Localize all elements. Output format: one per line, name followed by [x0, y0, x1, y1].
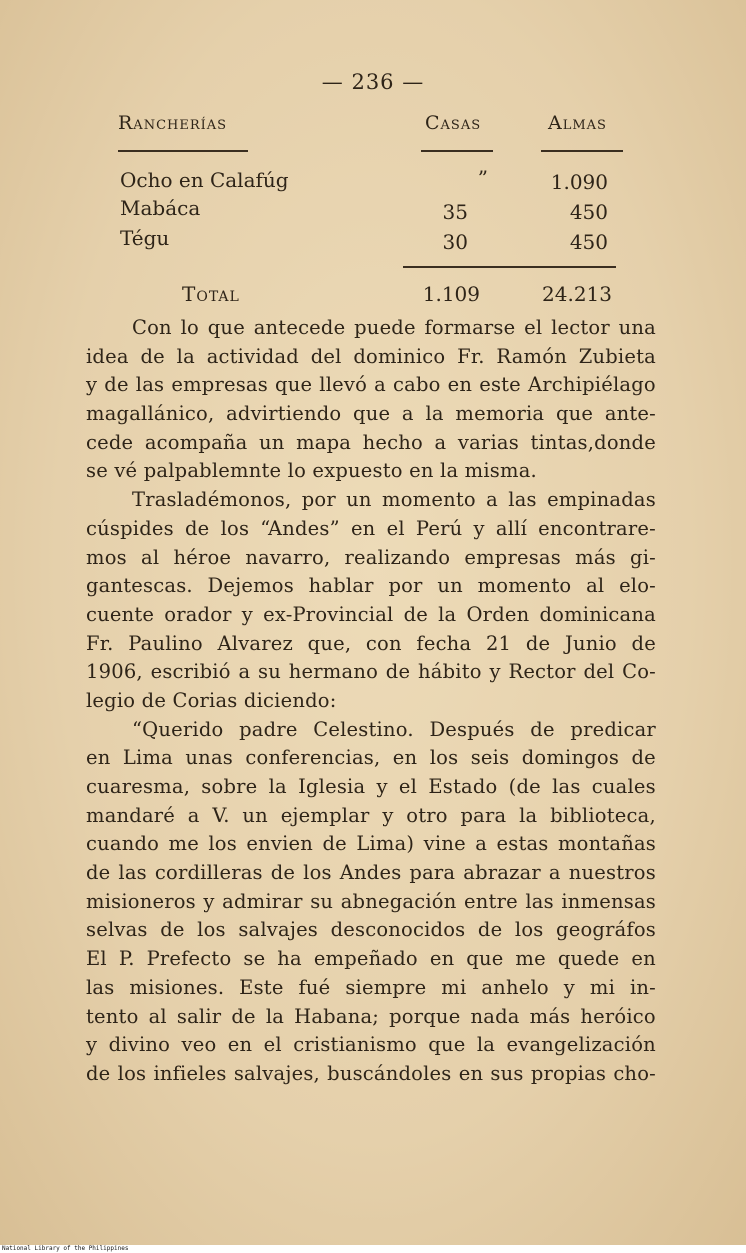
word: idea [86, 344, 129, 368]
word: en [429, 947, 455, 971]
word: los [514, 918, 544, 942]
total-rule [403, 266, 616, 268]
text-line [86, 429, 656, 458]
word: los [429, 746, 459, 770]
text-line [86, 1031, 656, 1060]
text-line [86, 601, 656, 630]
word: cabo [393, 373, 441, 397]
word: hábito [418, 660, 482, 684]
word: hablar [308, 574, 374, 598]
word: y [376, 775, 388, 798]
text-line [86, 371, 656, 400]
word: fué [298, 975, 331, 999]
word: las [525, 889, 554, 913]
word: orador [164, 602, 232, 626]
word: del [583, 660, 615, 684]
word: el [524, 316, 543, 339]
total-almas: 24.213 [542, 282, 612, 306]
word: de [631, 746, 656, 770]
page-number: — 236 — [321, 70, 425, 94]
word: mi [441, 975, 467, 999]
word: encontrare- [538, 516, 656, 540]
word: lo [180, 316, 199, 339]
word: cúspides [86, 516, 174, 540]
text-line [86, 630, 656, 659]
word: “Querido [132, 717, 224, 741]
word: inmensas [561, 889, 656, 913]
word: en [458, 1061, 484, 1085]
word: a [187, 803, 200, 827]
word: más [529, 1004, 571, 1028]
header-almas: Almas [548, 112, 607, 134]
word: allí [495, 516, 528, 540]
text-line [86, 572, 656, 601]
word: Rector [508, 660, 576, 684]
word: de [104, 373, 129, 397]
word: y [203, 889, 215, 913]
word: buscándoles [327, 1061, 452, 1085]
word: predicar [570, 717, 656, 741]
word: que [466, 947, 504, 971]
word: Celestino. [313, 717, 414, 741]
word: en [227, 1033, 253, 1057]
word: empresas [464, 545, 561, 569]
word: seis [470, 746, 510, 770]
word: del [310, 344, 342, 368]
total-casas: 1.109 [422, 282, 480, 306]
word: nada [470, 1004, 520, 1028]
word: V. [212, 803, 230, 827]
word: a [434, 430, 447, 454]
word: y [382, 803, 394, 827]
word: cuaresma, [86, 775, 191, 798]
word: héroe [173, 545, 232, 569]
text-line [86, 744, 656, 773]
word: salvajes [238, 918, 319, 942]
word: “Andes” [260, 516, 340, 540]
text-line [86, 802, 656, 831]
word: cho- [613, 1061, 656, 1085]
table-row-casas: 35 [442, 200, 468, 224]
word: unas [185, 746, 233, 770]
word: padre [239, 717, 298, 741]
word: Este [239, 975, 284, 999]
word: P. [118, 947, 135, 971]
word: vine [423, 832, 466, 856]
word: gantescas. [86, 574, 193, 598]
word: a [475, 832, 488, 856]
word: en [350, 516, 376, 540]
word: advirtiendo [226, 402, 342, 426]
word: las [508, 488, 537, 512]
word: mandaré [86, 803, 176, 827]
text-line [86, 400, 656, 429]
word: llevó [319, 373, 368, 397]
word: que [353, 402, 391, 426]
word: Archipiélago [528, 373, 656, 397]
word: lector [551, 316, 610, 339]
word: cuente [86, 602, 155, 626]
word: salir [176, 1004, 222, 1028]
text-line [86, 773, 656, 802]
word: fecha [416, 631, 472, 655]
word: momento [477, 574, 572, 598]
word: me [515, 947, 546, 971]
total-label: Total [182, 282, 240, 306]
word: las [552, 775, 581, 798]
word: que, [307, 631, 352, 655]
word: de [525, 631, 551, 655]
word: entre [464, 889, 518, 913]
word: cordilleras [154, 861, 263, 885]
word: Dejemos [207, 574, 294, 598]
word: Paulino [128, 631, 203, 655]
word: Ramón [496, 344, 567, 368]
word: tintas,donde [530, 430, 656, 454]
text-line [86, 859, 656, 888]
word: Trasladémonos, [132, 488, 292, 512]
word: de [160, 918, 185, 942]
word: anhelo [481, 975, 549, 999]
word: admirar [222, 889, 303, 913]
word: la [265, 1004, 285, 1028]
word: ex-Provincial [263, 602, 394, 626]
table-row-name: Mabáca [120, 196, 201, 220]
word: cuando [86, 832, 160, 856]
word: en [447, 373, 473, 397]
word: gi- [630, 545, 656, 569]
word: escribió [150, 660, 231, 684]
word: de [631, 631, 656, 655]
word: de [184, 516, 210, 540]
text-line: se vé palpablemnte lo expuesto en la misma. [86, 459, 537, 483]
header-rule-casas [421, 150, 493, 152]
word: divino [108, 1033, 171, 1057]
word: un [259, 430, 285, 454]
word: antecede [253, 316, 346, 339]
word: los [220, 516, 250, 540]
header-casas: Casas [425, 112, 482, 134]
header-rancherias: Rancherías [118, 112, 228, 134]
word: sus [490, 1061, 524, 1085]
word: tento [86, 1004, 139, 1028]
word: su [310, 889, 334, 913]
word: el [263, 1033, 282, 1057]
word: envien [246, 832, 314, 856]
word: por [301, 488, 336, 512]
word: la [176, 344, 195, 368]
body-text [86, 314, 656, 1089]
word: misioneros [86, 889, 196, 913]
word: su [258, 660, 282, 684]
word: geográfos [556, 918, 656, 942]
word: a [374, 373, 386, 397]
word: puede [354, 316, 416, 339]
text-line [86, 515, 656, 544]
word: Orden [466, 602, 530, 626]
text-line [86, 1060, 656, 1089]
word: 1906, [86, 660, 143, 684]
word: El [86, 947, 107, 971]
word: de [477, 918, 503, 942]
word: realizando [344, 545, 451, 569]
table-row-name: Ocho en Calafúg [120, 168, 289, 192]
word: momento [382, 488, 476, 512]
word: biblioteca, [550, 803, 656, 827]
word: un [242, 803, 268, 827]
word: infieles [153, 1061, 227, 1085]
word: ha [277, 947, 302, 971]
word: el [398, 775, 418, 798]
word: la [425, 402, 444, 426]
word: Fr. [457, 344, 485, 368]
word: Fr. [86, 631, 114, 655]
word: misiones. [129, 975, 225, 999]
word: de [86, 861, 111, 885]
word: se [243, 947, 266, 971]
text-line [86, 945, 656, 974]
word: Co- [622, 660, 656, 684]
word: en [631, 947, 656, 971]
table-row-almas: 1.090 [550, 170, 608, 194]
word: magallánico, [86, 402, 215, 426]
word: quede [557, 947, 620, 971]
text-line [86, 658, 656, 687]
word: cuales [591, 775, 656, 798]
word: de [530, 717, 555, 741]
word: Después [429, 717, 515, 741]
word: en [86, 746, 111, 770]
word: que [555, 402, 594, 426]
word: varias [457, 430, 519, 454]
word: montañas [557, 832, 656, 856]
word: memoria [455, 402, 545, 426]
word: ejemplar [280, 803, 370, 827]
word: las [86, 975, 115, 999]
word: empeñado [313, 947, 418, 971]
word: cristianismo [293, 1033, 417, 1057]
word: abnegación [340, 889, 457, 913]
table-row-casas: ” [477, 166, 488, 190]
word: veo [181, 1033, 217, 1057]
word: la [438, 602, 457, 626]
word: un [437, 574, 463, 598]
text-line: legio de Corias diciendo: [86, 688, 337, 712]
word: 21 [485, 631, 512, 655]
word: para [460, 803, 507, 827]
text-line [86, 916, 656, 945]
word: a [486, 488, 498, 512]
word: en [392, 746, 418, 770]
word: la [519, 803, 538, 827]
word: y [86, 1033, 98, 1057]
word: las [118, 861, 147, 885]
text-line [86, 716, 656, 745]
word: Junio [564, 631, 617, 655]
word: y [489, 660, 501, 684]
word: a [401, 402, 414, 426]
word: Zubieta [578, 344, 656, 368]
word: los [208, 832, 237, 856]
word: con [365, 631, 402, 655]
word: empresas [171, 373, 268, 397]
word: Lima) [356, 832, 415, 856]
word: empinadas [547, 488, 656, 512]
text-line [86, 1003, 656, 1032]
header-rule-almas [541, 150, 623, 152]
word: un [346, 488, 372, 512]
word: evangelización [506, 1033, 656, 1057]
word: y [86, 373, 98, 397]
table-row-name: Tégu [120, 226, 170, 250]
word: actividad [206, 344, 299, 368]
text-line [86, 974, 656, 1003]
library-footer: National Library of the Philippines [0, 1245, 746, 1253]
word: a [238, 660, 251, 684]
word: formarse [424, 316, 516, 339]
text-line [86, 830, 656, 859]
text-line [86, 544, 656, 573]
word: dominicana [539, 602, 656, 626]
word: de [231, 1004, 256, 1028]
word: que [428, 1033, 466, 1057]
header-rule-rancherias [118, 150, 248, 152]
word: la [476, 1033, 496, 1057]
word: de [403, 602, 429, 626]
table-row-almas: 450 [569, 200, 608, 224]
word: mos [86, 545, 127, 569]
word: de [140, 344, 165, 368]
word: por [388, 574, 423, 598]
word: Lima [122, 746, 174, 770]
word: desconocidos [330, 918, 466, 942]
word: Iglesia [298, 775, 366, 798]
word: al [586, 574, 605, 598]
word: acompaña [144, 430, 248, 454]
word: los [303, 861, 332, 885]
text-line [86, 486, 656, 515]
word: hecho [362, 430, 423, 454]
word: selvas [86, 918, 148, 942]
word: las [135, 373, 165, 397]
word: in- [629, 975, 656, 999]
word: domingos [521, 746, 620, 770]
word: heróico [580, 1004, 656, 1028]
word: de [385, 660, 411, 684]
table-row-casas: 30 [442, 230, 468, 254]
word: conferencias, [245, 746, 381, 770]
word: Habana; [294, 1004, 380, 1028]
word: propias [530, 1061, 607, 1085]
word: más [575, 545, 616, 569]
word: estas [496, 832, 549, 856]
word: porque [389, 1004, 461, 1028]
word: mapa [296, 430, 352, 454]
word: al [148, 1004, 167, 1028]
word: Alvarez [217, 631, 293, 655]
word: de [270, 861, 296, 885]
word: al [141, 545, 160, 569]
word: Con [132, 316, 172, 339]
word: Estado [428, 775, 498, 798]
text-line [86, 343, 656, 372]
word: el [386, 516, 405, 540]
word: sobre [201, 775, 258, 798]
word: la [268, 775, 287, 798]
word: y [241, 602, 253, 626]
word: de [322, 832, 347, 856]
word: los [117, 1061, 147, 1085]
word: Andes [339, 861, 402, 885]
word: hermano [288, 660, 379, 684]
word: elo- [619, 574, 656, 598]
word: Prefecto [146, 947, 232, 971]
word: una [618, 316, 656, 339]
text-line [86, 888, 656, 917]
word: y [563, 975, 575, 999]
word: para [409, 861, 456, 885]
word: dominico [353, 344, 446, 368]
word: de [86, 1061, 111, 1085]
word: cede [86, 430, 134, 454]
word: ante- [604, 402, 656, 426]
word: otro [406, 803, 448, 827]
word: abrazar [463, 861, 541, 885]
word: a [548, 861, 561, 885]
word: los [197, 918, 226, 942]
word: mi [589, 975, 616, 999]
word: salvajes, [233, 1061, 320, 1085]
word: y [473, 516, 485, 540]
text-line [86, 314, 656, 343]
word: este [479, 373, 521, 397]
word: Perú [415, 516, 463, 540]
word: navarro, [245, 545, 331, 569]
word: que [275, 373, 313, 397]
word: nuestros [568, 861, 656, 885]
word: que [207, 316, 245, 339]
table-row-almas: 450 [569, 230, 608, 254]
word: (de [508, 775, 541, 798]
word: me [168, 832, 199, 856]
word: siempre [345, 975, 427, 999]
